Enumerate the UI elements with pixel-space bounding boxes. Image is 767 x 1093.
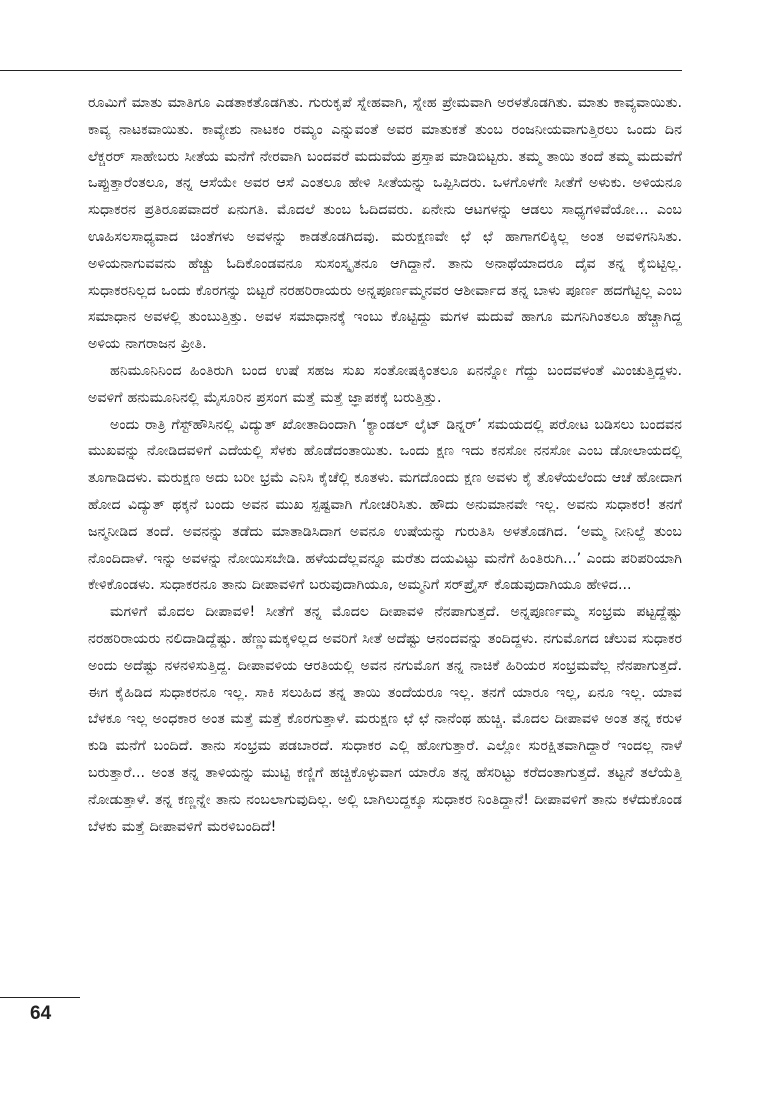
page-number: 64 xyxy=(30,1003,52,1024)
page-body xyxy=(88,90,682,990)
paragraph-1: ರೂಮಿಗೆ ಮಾತು ಮಾತಿಗೂ ಎಡತಾಕತೊಡಗಿತು. ಗುರುಕೃಪೆ ಸ್ನೇಹವಾಗಿ, ಸ್ನೇಹ ಪ್ರೇಮವಾಗಿ ಅರಳತೊಡಗಿತು. ಮಾತು ಕಾವ್ಯವಾಯಿತು. ಕಾವ್ಯ ನಾಟಕವಾಯಿತು. ಕಾವ್ಯೇಶು ನಾಟಕಂ ರಮ್ಯಂ ಎನ್ನುವಂತೆ ಅವರ ಮಾತುಕತೆ ತುಂಬ ರಂಜನೀಯವಾಗುತ್ತಿರಲು ಒಂದು ದಿನ ಲೆಕ್ಚರರ್ ಸಾಹೇಬರು ಸೀತೆಯ ಮನೆಗೆ ನೇರವಾಗಿ ಬಂದವರೆ ಮದುವೆಯ ಪ್ರಸ್ತಾಪ ಮಾಡಿಬಿಟ್ಟರು. ತಮ್ಮ ತಾಯಿ ತಂದೆ ತಮ್ಮ ಮದುವೆಗೆ ಒಪ್ಪುತ್ತಾರೆಂತಲೂ, ತನ್ನ ಆಸೆಯೇ ಅವರ ಆಸೆ ಎಂತಲೂ ಹೇಳಿ ಸೀತೆಯನ್ನು ಒಪ್ಪಿಸಿದರು. ಒಳಗೊಳಗೇ ಸೀತೆಗೆ ಅಳುಕು. ಅಳಿಯನೂ ಸುಧಾಕರನ ಪ್ರತಿರೂಪವಾದರೆ ಏನುಗತಿ. ಮೊದಲೆ ತುಂಬ ಓದಿದವರು. ಏನೇನು ಆಟಗಳನ್ನು ಆಡಲು ಸಾಧ್ಯಗಳಿವೆಯೋ... ಎಂಬ ಊಹಿಸಲಸಾಧ್ಯವಾದ ಚಿಂತೆಗಳು ಅವಳನ್ನು ಕಾಡತೊಡಗಿದವು. ಮರುಕ್ಷಣವೇ ಛೆ ಛೆ ಹಾಗಾಗಲಿಕ್ಕಿಲ್ಲ ಅಂತ ಅವಳಿಗನಿಸಿತು. ಅಳಿಯನಾಗುವವನು ಹೆಚ್ಚು ಓದಿಕೊಂಡವನೂ ಸುಸಂಸ್ಕೃತನೂ ಆಗಿದ್ದಾನೆ. ತಾನು ಅನಾಥೆಯಾದರೂ ದೈವ ತನ್ನ ಕೈಬಿಟ್ಟಿಲ್ಲ. ಸುಧಾಕರನಿಲ್ಲದ ಒಂದು ಕೊರಗನ್ನು ಬಿಟ್ಟರೆ ನರಹರಿರಾಯರು ಅನ್ನಪೂರ್ಣಮ್ಮನವರ ಆಶೀರ್ವಾದ ತನ್ನ ಬಾಳು ಪೂರ್ಣ ಹದಗೆಟ್ಟಿಲ್ಲ ಎಂಬ ಸಮಾಧಾನ ಅವಳಲ್ಲಿ ತುಂಬುತ್ತಿತ್ತು. ಅವಳ ಸಮಾಧಾನಕ್ಕೆ ಇಂಬು ಕೊಟ್ಟಿದ್ದು ಮಗಳ ಮದುವೆ ಹಾಗೂ ಮಗನಿಗಿಂತಲೂ ಹೆಚ್ಚಾಗಿದ್ದ ಅಳಿಯ ನಾಗರಾಜನ ಪ್ರೀತಿ. xyxy=(88,95,682,353)
paragraph-3: ಅಂದು ರಾತ್ರಿ ಗೆಸ್ಟ್‌ಹೌಸಿನಲ್ಲಿ ವಿದ್ಯುತ್ ಖೋತಾದಿಂದಾಗಿ ‘ಕ್ಯಾಂಡಲ್ ಲೈಟ್ ಡಿನ್ನರ್’ ಸಮಯದಲ್ಲಿ ಪರೋಟ ಬಡಿಸಲು ಬಂದವನ ಮುಖವನ್ನು ನೋಡಿದವಳಿಗೆ ಎದೆಯಲ್ಲಿ ಸೆಳಕು ಹೊಡೆದಂತಾಯಿತು. ಒಂದು ಕ್ಷಣ ಇದು ಕನಸೋ ನನಸೋ ಎಂಬ ಡೋಲಾಯದಲ್ಲಿ ತೂಗಾಡಿದಳು. ಮರುಕ್ಷಣ ಅದು ಬರೀ ಭ್ರಮೆ ಎನಿಸಿ ಕೈಚೆಲ್ಲಿ ಕೂತಳು. ಮಗದೊಂದು ಕ್ಷಣ ಅವಳು ಕೈ ತೊಳೆಯಲೆಂದು ಆಚೆ ಹೋದಾಗ ಹೋದ ವಿದ್ಯುತ್ ಥಕ್ಕನೆ ಬಂದು ಅವನ ಮುಖ ಸ್ಪಷ್ಟವಾಗಿ ಗೋಚರಿಸಿತು. ಹೌದು ಅನುಮಾನವೇ ಇಲ್ಲ. ಅವನು ಸುಧಾಕರ! ತನಗೆ ಜನ್ಮನೀಡಿದ ತಂದೆ. ಅವನನ್ನು ತಡೆದು ಮಾತಾಡಿಸಿದಾಗ ಅವನೂ ಉಷೆಯನ್ನು ಗುರುತಿಸಿ ಅಳತೊಡಗಿದ. ‘ಅಮ್ಮ ನೀನಿಲ್ದೆ ತುಂಬ ನೊಂದಿದಾಳೆ. ಇನ್ನು ಅವಳನ್ನು ನೋಯಿಸಬೇಡಿ. ಹಳೆಯದೆಲ್ಲವನ್ನೂ ಮರೆತು ದಯವಿಟ್ಟು ಮನೆಗೆ ಹಿಂತಿರುಗಿ...’ ಎಂದು ಪರಿಪರಿಯಾಗಿ ಕೇಳಿಕೊಂಡಳು. ಸುಧಾಕರನೂ ತಾನು ದೀಪಾವಳಿಗೆ ಬರುವುದಾಗಿಯೂ, ಅಮ್ಮನಿಗೆ ಸರ್‌ಪ್ರೈಸ್ ಕೊಡುವುದಾಗಿಯೂ ಹೇಳಿದ... xyxy=(88,416,682,594)
footer-rule xyxy=(0,997,80,998)
header-rule xyxy=(0,70,682,71)
paragraph-2: ಹನಿಮೂನಿನಿಂದ ಹಿಂತಿರುಗಿ ಬಂದ ಉಷೆ ಸಹಜ ಸುಖ ಸಂತೋಷಕ್ಕಿಂತಲೂ ಏನನ್ನೋ ಗೆದ್ದು ಬಂದವಳಂತೆ ಮಿಂಚುತ್ತಿದ್ದಳು. ಅವಳಿಗೆ ಹನುಮೂನಿನಲ್ಲಿ ಮೈಸೂರಿನ ಪ್ರಸಂಗ ಮತ್ತೆ ಮತ್ತೆ ಜ್ಞಾಪಕಕ್ಕೆ ಬರುತ್ತಿತ್ತು. xyxy=(88,362,682,406)
paragraph-4: ಮಗಳಿಗೆ ಮೊದಲ ದೀಪಾವಳಿ! ಸೀತೆಗೆ ತನ್ನ ಮೊದಲ ದೀಪಾವಳಿ ನೆನಪಾಗುತ್ತದೆ. ಅನ್ನಪೂರ್ಣಮ್ಮ ಸಂಭ್ರಮ ಪಟ್ಟದ್ದೆಷ್ಟು ನರಹರಿರಾಯರು ನಲಿದಾಡಿದ್ದೆಷ್ಟು. ಹೆಣ್ಣುಮಕ್ಕಳಿಲ್ಲದ ಅವರಿಗೆ ಸೀತೆ ಅದೆಷ್ಟು ಆನಂದವನ್ನು ತಂದಿದ್ದಳು. ನಗುಮೊಗದ ಚೆಲುವ ಸುಧಾಕರ ಅಂದು ಅದೆಷ್ಟು ನಳನಳಿಸುತ್ತಿದ್ದ. ದೀಪಾವಳಿಯ ಆರತಿಯಲ್ಲಿ ಅವನ ನಗುಮೊಗ ತನ್ನ ನಾಚಿಕೆ ಹಿರಿಯರ ಸಂಭ್ರಮವೆಲ್ಲ ನೆನಪಾಗುತ್ತದೆ. ಈಗ ಕೈಹಿಡಿದ ಸುಧಾಕರನೂ ಇಲ್ಲ. ಸಾಕಿ ಸಲುಹಿದ ತನ್ನ ತಾಯಿ ತಂದೆಯರೂ ಇಲ್ಲ. ತನಗೆ ಯಾರೂ ಇಲ್ಲ, ಏನೂ ಇಲ್ಲ. ಯಾವ ಬೆಳಕೂ ಇಲ್ಲ ಅಂಧಕಾರ ಅಂತ ಮತ್ತೆ ಮತ್ತೆ ಕೊರಗುತ್ತಾಳೆ. ಮರುಕ್ಷಣ ಛೆ ಛೆ ನಾನೆಂಥ ಹುಚ್ಚಿ. ಮೊದಲ ದೀಪಾವಳಿ ಅಂತ ತನ್ನ ಕರುಳ ಕುಡಿ ಮನೆಗೆ ಬಂದಿದೆ. ತಾನು ಸಂಭ್ರಮ ಪಡಬಾರದೆ. ಸುಧಾಕರ ಎಲ್ಲಿ ಹೋಗುತ್ತಾರೆ. ಎಲ್ಲೋ ಸುರಕ್ಷಿತವಾಗಿದ್ದಾರೆ ಇಂದಲ್ಲ ನಾಳೆ ಬರುತ್ತಾರೆ... ಅಂತ ತನ್ನ ತಾಳಿಯನ್ನು ಮುಟ್ಟಿ ಕಣ್ಣಿಗೆ ಹಚ್ಚಿಕೊಳ್ಳುವಾಗ ಯಾರೊ ತನ್ನ ಹೆಸರಿಟ್ಟು ಕರೆದಂತಾಗುತ್ತದೆ. ತಟ್ಟನೆ ತಲೆಯೆತ್ತಿ ನೋಡುತ್ತಾಳೆ. ತನ್ನ ಕಣ್ಣನ್ನೇ ತಾನು ನಂಬಲಾಗುವುದಿಲ್ಲ. ಅಲ್ಲಿ ಬಾಗಿಲುದ್ದಕ್ಕೂ ಸುಧಾಕರ ನಿಂತಿದ್ದಾನೆ! ದೀಪಾವಳಿಗೆ ತಾನು ಕಳೆದುಕೊಂಡ ಬೆಳಕು ಮತ್ತೆ ದೀಪಾವಳಿಗೆ ಮರಳಿಬಂದಿದೆ! xyxy=(88,604,682,835)
